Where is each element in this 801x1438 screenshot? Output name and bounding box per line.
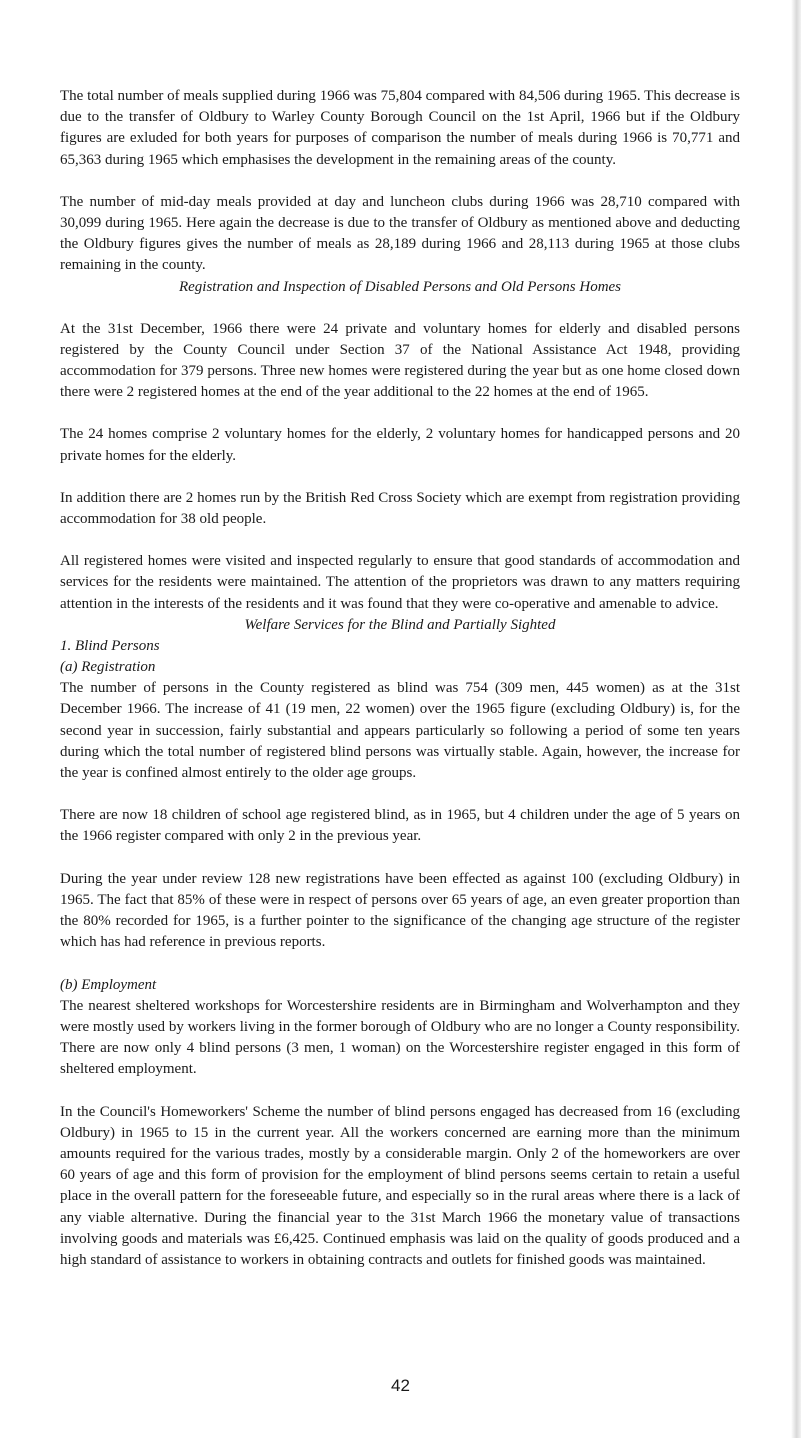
section-heading-blind-services: Welfare Services for the Blind and Partially Sighted xyxy=(244,616,556,633)
paragraph-school-children: There are now 18 children of school age registered blind, as in 1965, but 4 children under the age of 5 years on the 1966 register compared with only 2 in the previous year. xyxy=(60,807,740,845)
subheading-employment: (b) Employment xyxy=(60,976,157,993)
paragraph-meals-total: The total number of meals supplied during 1966 was 75,804 compared with 84,506 during 1965. This decrease is due to the transfer of Oldbury to Warley County Borough Council on the 1st April, 1966 but if the Oldbury figures are exluded for both years for purposes of comparison the number of meals during 1966 is 70,771 and 65,363 during 1965 which emphasises the development in the remaining areas of the county. xyxy=(60,88,740,168)
paragraph-red-cross-homes: In addition there are 2 homes run by the British Red Cross Society which are exempt from registration providing accommodation for 38 old people. xyxy=(60,489,740,528)
paragraph-sheltered-workshops: The nearest sheltered workshops for Worcestershire residents are in Birmingham and Wolverhampton and they were mostly used by workers living in the former borough of Oldbury who are no longer a County responsibility. There are now only 4 blind persons (3 men, 1 woman) on the Worcestershire register engaged in this form of sheltered employment. xyxy=(60,997,740,1078)
subheading-blind-persons: 1. Blind Persons xyxy=(60,637,160,654)
paragraph-homes-comprise: The 24 homes comprise 2 voluntary homes for the elderly, 2 voluntary homes for handicapped persons and 20 private homes for the elderly. xyxy=(60,426,740,464)
paragraph-new-registrations: During the year under review 128 new registrations have been effected as against 100 (excluding Oldbury) in 1965. The fact that 85% of these were in respect of persons over 65 years of age, an even greater proportion than the 80% recorded for 1965, is a further pointer to the significance of the changing age structure of the register which has had reference in previous reports. xyxy=(60,870,740,951)
paragraph-midday-meals: The number of mid-day meals provided at day and luncheon clubs during 1966 was 28,710 compared with 30,099 during 1965. Here again the decrease is due to the transfer of Oldbury as mentioned above and deducting the Oldbury figures gives the number of meals as 28,189 during 1966 and 28,113 during 1965 at those clubs remaining in the county. xyxy=(60,193,740,274)
paragraph-registered-homes: At the 31st December, 1966 there were 24 private and voluntary homes for elderly and disabled persons registered by the County Council under Section 37 of the National Assistance Act 1948, providing accommodation for 379 persons. Three new homes were registered during the year but as one home closed down there were 2 registered homes at the end of the year additional to the 22 homes at the end of 1965. xyxy=(60,320,740,401)
paragraph-homeworkers-scheme: In the Council's Homeworkers' Scheme the number of blind persons engaged has decreased from 16 (excluding Oldbury) in 1965 to 15 in the current year. All the workers concerned are earning more than the minimum amounts required for the various trades, mostly by a considerable margin. Only 2 of the homeworkers are over 60 years of age and this form of provision for the employment of blind persons seems certain to retain a useful place in the overall pattern for the foreseeable future, and especially so in the rural areas where there is a lack of any viable alternative. During the financial year to the 31st March 1966 the monetary value of transactions involving goods and materials was £6,425. Continued emphasis was laid on the quality of goods produced and a high standard of assistance to workers in obtaining contracts and outlets for finished goods was maintained. xyxy=(60,1103,740,1268)
page-number: 42 xyxy=(391,1376,410,1395)
paragraph-inspections: All registered homes were visited and inspected regularly to ensure that good standards of accommodation and services for the residents were maintained. The attention of the proprietors was drawn to any matters requiring attention in the interests of the residents and it was found that they were co-operative and amenable to advice. xyxy=(60,553,740,612)
section-heading-registration: Registration and Inspection of Disabled Persons and Old Persons Homes xyxy=(178,278,622,295)
paragraph-blind-register: The number of persons in the County registered as blind was 754 (309 men, 445 women) as at the 31st December 1966. The increase of 41 (19 men, 22 women) over the 1965 figure (excluding Oldbury) is, for the second year in succession, fairly substantial and appears particularly so following a period of some ten years during which the total number of registered blind persons was virtually stable. Again, however, the increase for the year is confined almost entirely to the older age groups. xyxy=(60,680,740,782)
document-body xyxy=(60,86,740,1271)
scan-edge-shadow xyxy=(791,0,801,1438)
subheading-registration: (a) Registration xyxy=(60,659,156,676)
